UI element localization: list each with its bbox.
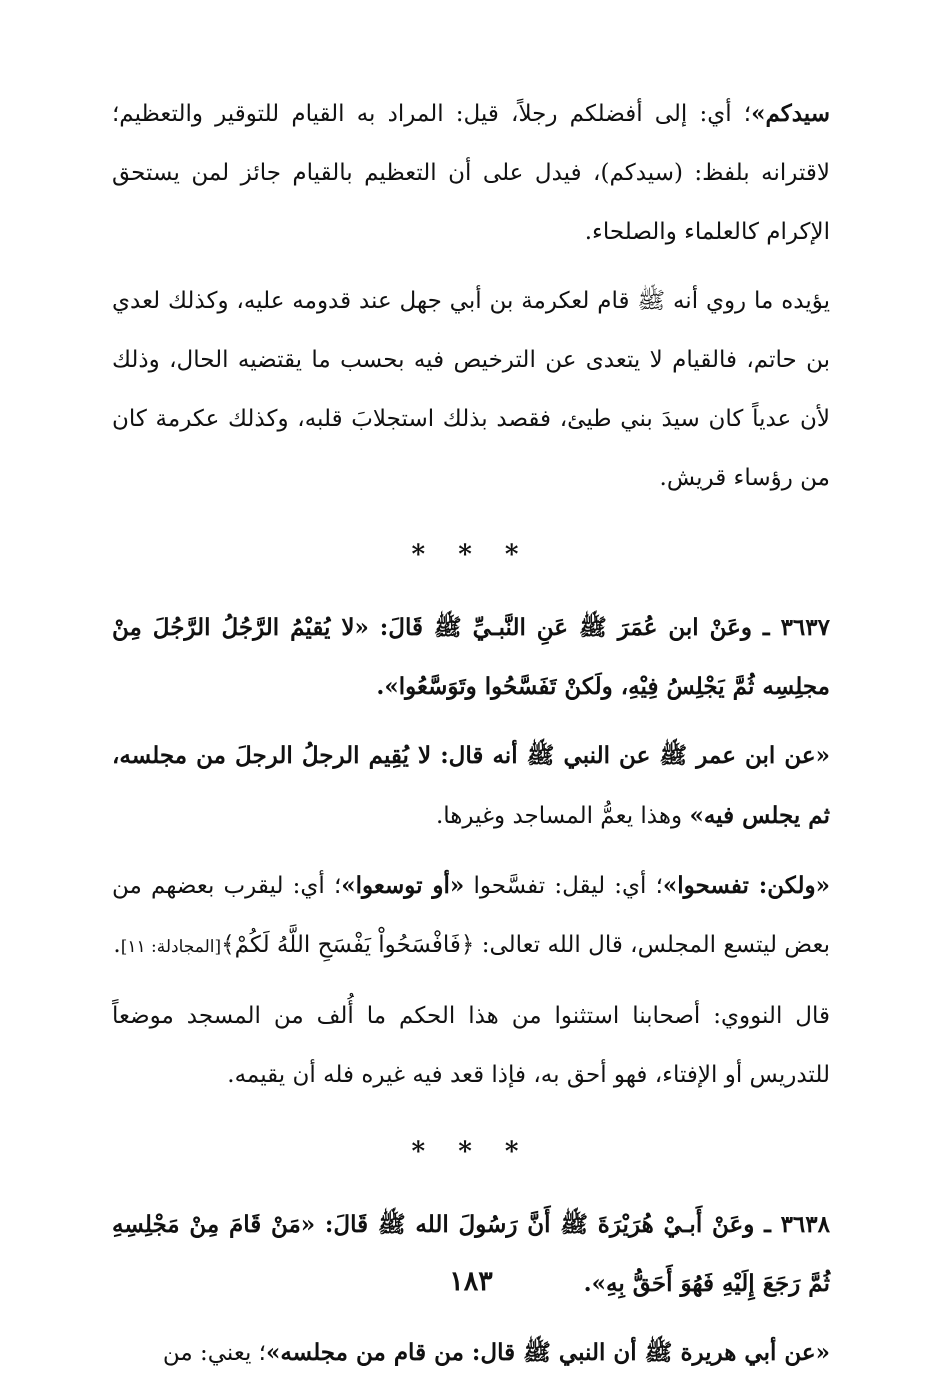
paragraph-text: قال النووي: أصحابنا استثنوا من هذا الحكم ما أُلف من المسجد موضعاً للتدريس أو الإفتاء، فهو أحق به، فإذا قعد فيه غيره فله أن يقيمه. xyxy=(112,1003,830,1088)
quoted-phrase-2: «أو توسعوا» xyxy=(341,872,465,899)
hadith-text: ٣٦٣٨ ـ وعَنْ أَبـيْ هُرَيْرَةَ ﷺ أَنَّ رَسُولَ الله ﷺ قَالَ: «مَنْ قَامَ مِنْ مَجْلِسِهِ ثُمَّ رَجَعَ إِلَيْهِ فَهُوَ أَحَقُّ بِهِ». xyxy=(112,1211,830,1297)
paragraph-text: يؤيده ما روي أنه ﷺ قام لعكرمة بن أبي جهل عند قدومه عليه، وكذلك لعدي بن حاتم، فالقيام لا يتعدى عن الترخيص فيه بحسب ما يقتضيه الحال، وذلك لأن عدياً كان سيدَ بني طيئ، فقصد بذلك استجلابَ قلبه، وكذلك عكرمة كان من رؤساء قريش. xyxy=(112,288,830,491)
quran-verse: ﴿فَافْسَحُواْ يَفْسَحِ اللَّهُ لَكُمْ﴾ xyxy=(221,932,475,958)
hadith-text: ٣٦٣٧ ـ وعَنْ ابن عُمَرَ ﷺ عَنِ النَّبـيِّ ﷺ قَالَ: «لا يُقيْمُ الرَّجُلُ الرَّجُلَ مِنْ مجلِسِه ثُمَّ يَجْلِسُ فِيْهِ، ولَكنْ تَفَسَّحُوا وتَوَسَّعُوا». xyxy=(112,614,830,700)
paragraph-text: ؛ يعني: من xyxy=(162,1340,266,1366)
paragraph-text: ؛ أي: إلى أفضلكم رجلاً، قيل: المراد به القيام للتوقير والتعظيم؛ لاقترانه بلفظ: (سيدكم)، فيدل على أن التعظيم بالقيام جائز لمن يستحق الإكرام كالعلماء والصلحاء. xyxy=(112,101,830,245)
quoted-word: سيدكم» xyxy=(751,100,830,127)
paragraph-commentary-6 xyxy=(112,1323,830,1383)
paragraph-commentary-4 xyxy=(112,856,830,977)
paragraph-text: وهذا يعمُّ المساجد وغيرها. xyxy=(435,803,690,829)
section-separator-2: * * * xyxy=(411,1137,531,1167)
paragraph-text-2: ؛ أي: ليقرب بعضهم من بعض ليتسع المجلس، قال الله تعالى: xyxy=(112,873,830,958)
paragraph-end: . xyxy=(113,932,121,958)
quoted-phrase-1: «ولكن: تفسحوا» xyxy=(662,872,830,899)
paragraph-text-1: ؛ أي: ليقل: تفسَّحوا xyxy=(464,873,663,899)
section-separator: * * * xyxy=(411,540,531,570)
quran-reference: [المجادلة: ١١] xyxy=(120,937,222,957)
hadith-3637 xyxy=(112,598,830,716)
paragraph-commentary-2 xyxy=(112,272,830,508)
paragraph-commentary-1 xyxy=(112,84,830,262)
paragraph-commentary-3 xyxy=(112,726,830,846)
quoted-hadith: «عن أبي هريرة ﷺ أن النبي ﷺ قال: من قام من مجلسه» xyxy=(265,1339,830,1366)
page-number: ١٨٣ xyxy=(449,1266,493,1297)
quoted-hadith: «عن ابن عمر ﷺ عن النبي ﷺ أنه قال: لا يُقِيم الرجلُ الرجلَ من مجلسه، ثم يجلس فيه» xyxy=(112,742,830,829)
paragraph-commentary-5 xyxy=(112,987,830,1105)
